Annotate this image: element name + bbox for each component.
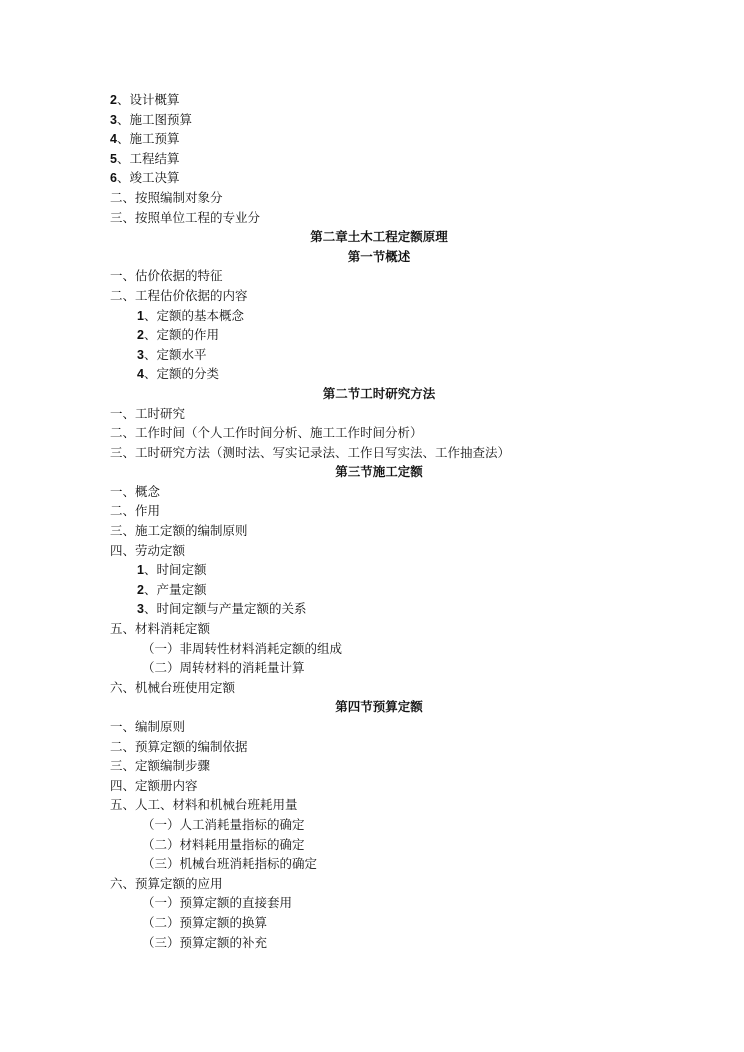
section-heading: 第四节预算定额 [335, 699, 423, 715]
item-text: 二、工作时间（个人工作时间分析、施工工作时间分析） [110, 425, 423, 441]
outline-item [0, 90, 744, 110]
outline-item [0, 580, 744, 600]
item-text: 、施工图预算 [116, 111, 192, 127]
item-text: 四、劳动定额 [110, 542, 186, 558]
item-text: 一、工时研究 [110, 405, 186, 421]
outline-item [0, 854, 744, 874]
item-number: 4 [137, 367, 144, 382]
item-text: （二）周转材料的消耗量计算 [142, 660, 305, 676]
item-number: 3 [137, 347, 144, 362]
outline-item [0, 404, 744, 424]
item-text: 五、人工、材料和机械台班耗用量 [110, 797, 298, 813]
item-number: 5 [110, 151, 117, 166]
item-text: 、施工预算 [116, 131, 180, 147]
item-text: 、竣工决算 [116, 170, 180, 186]
item-text: 一、估价依据的特征 [110, 268, 223, 284]
outline-item [0, 835, 744, 855]
outline-item [0, 286, 744, 306]
item-text: 二、预算定额的编制依据 [110, 738, 248, 754]
item-text: （二）预算定额的换算 [142, 914, 268, 930]
item-text: 、时间定额 [143, 562, 207, 578]
item-number: 2 [110, 93, 117, 107]
section-heading: 第三节施工定额 [335, 464, 423, 480]
item-number: 1 [137, 308, 144, 323]
outline-item [0, 306, 744, 326]
item-text: 四、定额册内容 [110, 777, 198, 793]
item-number: 4 [110, 132, 117, 147]
outline-item [0, 560, 744, 580]
outline-item [0, 599, 744, 619]
item-text: 六、机械台班使用定额 [110, 679, 236, 695]
item-text: （一）非周转性材料消耗定额的组成 [142, 640, 343, 656]
outline-item [0, 521, 744, 541]
outline-item [0, 443, 744, 463]
item-text: 六、预算定额的应用 [110, 875, 223, 891]
outline-item [0, 168, 744, 188]
outline-item [0, 501, 744, 521]
outline-item [0, 815, 744, 835]
outline-item [0, 678, 744, 698]
outline-item [0, 345, 744, 365]
item-text: 一、概念 [110, 483, 161, 499]
item-text: 二、工程估价依据的内容 [110, 287, 248, 303]
outline-item [0, 933, 744, 953]
item-text: 二、作用 [110, 503, 161, 519]
item-number: 2 [137, 582, 144, 597]
item-text: 三、按照单位工程的专业分 [110, 209, 261, 225]
item-text: 、定额水平 [143, 346, 207, 362]
outline-item [0, 658, 744, 678]
outline-item [0, 208, 744, 228]
item-text: 、工程结算 [116, 150, 180, 166]
section-heading: 第一节概述 [347, 248, 411, 264]
outline-item [0, 717, 744, 737]
item-number: 3 [110, 112, 117, 127]
item-text: （一）预算定额的直接套用 [142, 895, 293, 911]
outline-item [0, 913, 744, 933]
document-page [0, 90, 744, 952]
section-heading: 第二章土木工程定额原理 [310, 229, 448, 245]
outline-item [0, 893, 744, 913]
item-text: 、定额的分类 [143, 366, 219, 382]
item-text: 三、工时研究方法（测时法、写实记录法、工作日写实法、工作抽查法） [110, 444, 511, 460]
item-text: （一）人工消耗量指标的确定 [142, 816, 305, 832]
item-text: 、时间定额与产量定额的关系 [143, 601, 307, 617]
item-text: （二）材料耗用量指标的确定 [142, 836, 305, 852]
outline-item [0, 482, 744, 502]
outline-item [0, 776, 744, 796]
item-number: 3 [137, 602, 144, 617]
item-text: （三）机械台班消耗指标的确定 [142, 856, 318, 872]
outline-item [0, 737, 744, 757]
item-text: 五、材料消耗定额 [110, 621, 211, 637]
outline-item [0, 795, 744, 815]
outline-item [0, 364, 744, 384]
item-text: 、产量定额 [143, 581, 207, 597]
item-number: 6 [110, 171, 117, 186]
outline-item [0, 874, 744, 894]
item-text: 二、按照编制对象分 [110, 189, 223, 205]
item-text: 、定额的作用 [143, 327, 219, 343]
item-number: 2 [137, 328, 144, 343]
item-text: 、设计概算 [116, 92, 180, 107]
item-text: 、定额的基本概念 [143, 307, 244, 323]
item-text: 一、编制原则 [110, 719, 186, 734]
outline-item [0, 129, 744, 149]
outline-item [0, 423, 744, 443]
outline-item [0, 188, 744, 208]
outline-item [0, 541, 744, 561]
outline-item [0, 756, 744, 776]
outline-item [0, 619, 744, 639]
item-text: 三、定额编制步骤 [110, 758, 211, 774]
item-number: 1 [137, 563, 144, 578]
item-text: 三、施工定额的编制原则 [110, 523, 248, 539]
outline-item [0, 149, 744, 169]
outline-item [0, 266, 744, 286]
outline-item [0, 639, 744, 659]
section-heading: 第二节工时研究方法 [322, 385, 436, 401]
outline-item [0, 110, 744, 130]
outline-item [0, 325, 744, 345]
item-text: （三）预算定额的补充 [142, 934, 268, 950]
